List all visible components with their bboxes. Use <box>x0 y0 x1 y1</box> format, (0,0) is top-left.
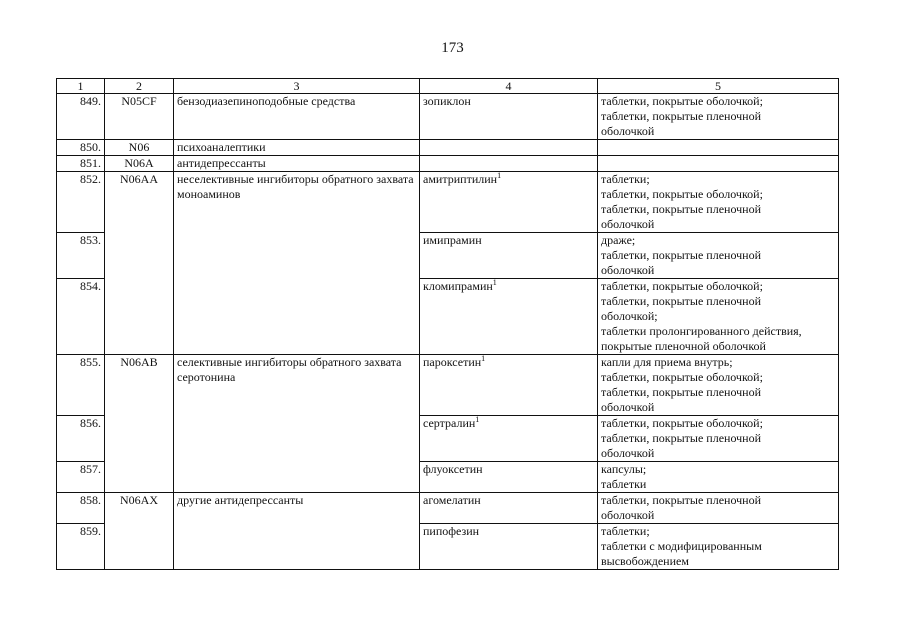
dosage-form-line: таблетки, покрытые пленочной <box>601 202 762 216</box>
row-number: 859. <box>57 524 105 570</box>
drug-name <box>420 355 598 416</box>
dosage-forms <box>598 94 839 140</box>
drug-name-text: флуоксетин <box>423 462 483 476</box>
drug-name <box>420 156 598 172</box>
anatomical-group: другие антидепрессанты <box>174 493 420 570</box>
dosage-form-line: оболочкой <box>601 400 655 414</box>
dosage-form-line: драже; <box>601 233 636 247</box>
row-number: 852. <box>57 172 105 233</box>
drug-name <box>420 462 598 493</box>
table-row <box>57 140 839 156</box>
row-number: 853. <box>57 233 105 279</box>
dosage-form-line: таблетки, покрытые пленочной <box>601 431 762 445</box>
footnote-mark: 1 <box>492 278 497 287</box>
anatomical-group: селективные ингибиторы обратного захвата серотонина <box>174 355 420 493</box>
dosage-form-line: оболочкой <box>601 124 655 138</box>
atc-code: N06 <box>105 140 174 156</box>
dosage-forms <box>598 462 839 493</box>
anatomical-group: психоаналептики <box>174 140 420 156</box>
atc-code: N06AX <box>105 493 174 570</box>
dosage-forms <box>598 156 839 172</box>
table-row <box>57 493 839 524</box>
dosage-forms <box>598 493 839 524</box>
dosage-form-line: капли для приема внутрь; <box>601 355 733 369</box>
drug-name-text: кломипрамин <box>423 279 493 293</box>
page-number: 173 <box>441 40 464 56</box>
drug-name <box>420 493 598 524</box>
dosage-form-line: оболочкой <box>601 217 655 231</box>
dosage-forms <box>598 172 839 233</box>
atc-code: N05CF <box>105 94 174 140</box>
drug-table <box>56 78 839 570</box>
header-row <box>57 79 839 94</box>
drug-name-text: сертралин <box>423 416 476 430</box>
anatomical-group: неселективные ингибиторы обратного захвата моноаминов <box>174 172 420 355</box>
drug-name-text: амитриптилин <box>423 172 498 186</box>
dosage-form-line: таблетки; <box>601 524 650 538</box>
drug-name <box>420 140 598 156</box>
drug-name <box>420 172 598 233</box>
dosage-form-line: таблетки пролонгированного действия, <box>601 324 802 338</box>
atc-code: N06AB <box>105 355 174 493</box>
column-header-2: 2 <box>105 79 174 94</box>
table-row <box>57 355 839 416</box>
dosage-form-line: таблетки, покрытые пленочной <box>601 248 762 262</box>
drug-name-text: пипофезин <box>423 524 480 538</box>
drug-name-text: агомелатин <box>423 493 481 507</box>
table-row <box>57 94 839 140</box>
column-header-4: 4 <box>420 79 598 94</box>
dosage-form-line: таблетки, покрытые оболочкой; <box>601 279 763 293</box>
dosage-forms <box>598 140 839 156</box>
dosage-form-line: оболочкой <box>601 508 655 522</box>
dosage-form-line: высвобождением <box>601 554 689 568</box>
row-number: 858. <box>57 493 105 524</box>
footnote-mark: 1 <box>481 354 486 363</box>
anatomical-group: антидепрессанты <box>174 156 420 172</box>
drug-name <box>420 233 598 279</box>
row-number: 854. <box>57 279 105 355</box>
row-number: 851. <box>57 156 105 172</box>
dosage-form-line: таблетки, покрытые пленочной <box>601 294 762 308</box>
row-number: 849. <box>57 94 105 140</box>
drug-name-text: зопиклон <box>423 94 471 108</box>
dosage-forms <box>598 416 839 462</box>
footnote-mark: 1 <box>497 171 502 180</box>
drug-name-text: имипрамин <box>423 233 482 247</box>
dosage-form-line: оболочкой <box>601 263 655 277</box>
column-header-5: 5 <box>598 79 839 94</box>
dosage-form-line: оболочкой <box>601 446 655 460</box>
row-number: 850. <box>57 140 105 156</box>
dosage-form-line: оболочкой; <box>601 309 658 323</box>
dosage-forms <box>598 279 839 355</box>
drug-name <box>420 279 598 355</box>
table-row <box>57 172 839 233</box>
atc-code: N06AA <box>105 172 174 355</box>
drug-name <box>420 94 598 140</box>
dosage-form-line: капсулы; <box>601 462 647 476</box>
row-number: 857. <box>57 462 105 493</box>
dosage-form-line: таблетки <box>601 477 647 491</box>
dosage-form-line: таблетки, покрытые оболочкой; <box>601 94 763 108</box>
footnote-mark: 1 <box>475 415 480 424</box>
dosage-forms <box>598 524 839 570</box>
atc-code: N06A <box>105 156 174 172</box>
anatomical-group: бензодиазепиноподобные средства <box>174 94 420 140</box>
drug-name <box>420 416 598 462</box>
dosage-forms <box>598 355 839 416</box>
dosage-form-line: таблетки, покрытые пленочной <box>601 493 762 507</box>
dosage-form-line: таблетки; <box>601 172 650 186</box>
dosage-form-line: покрытые пленочной оболочкой <box>601 339 766 353</box>
table-row <box>57 156 839 172</box>
dosage-form-line: таблетки, покрытые пленочной <box>601 385 762 399</box>
row-number: 856. <box>57 416 105 462</box>
dosage-form-line: таблетки, покрытые пленочной <box>601 109 762 123</box>
drug-name <box>420 524 598 570</box>
dosage-forms <box>598 233 839 279</box>
row-number: 855. <box>57 355 105 416</box>
dosage-form-line: таблетки, покрытые оболочкой; <box>601 416 763 430</box>
drug-name-text: пароксетин <box>423 355 482 369</box>
dosage-form-line: таблетки, покрытые оболочкой; <box>601 370 763 384</box>
dosage-form-line: таблетки, покрытые оболочкой; <box>601 187 763 201</box>
column-header-1: 1 <box>57 79 105 94</box>
dosage-form-line: таблетки с модифицированным <box>601 539 762 553</box>
column-header-3: 3 <box>174 79 420 94</box>
